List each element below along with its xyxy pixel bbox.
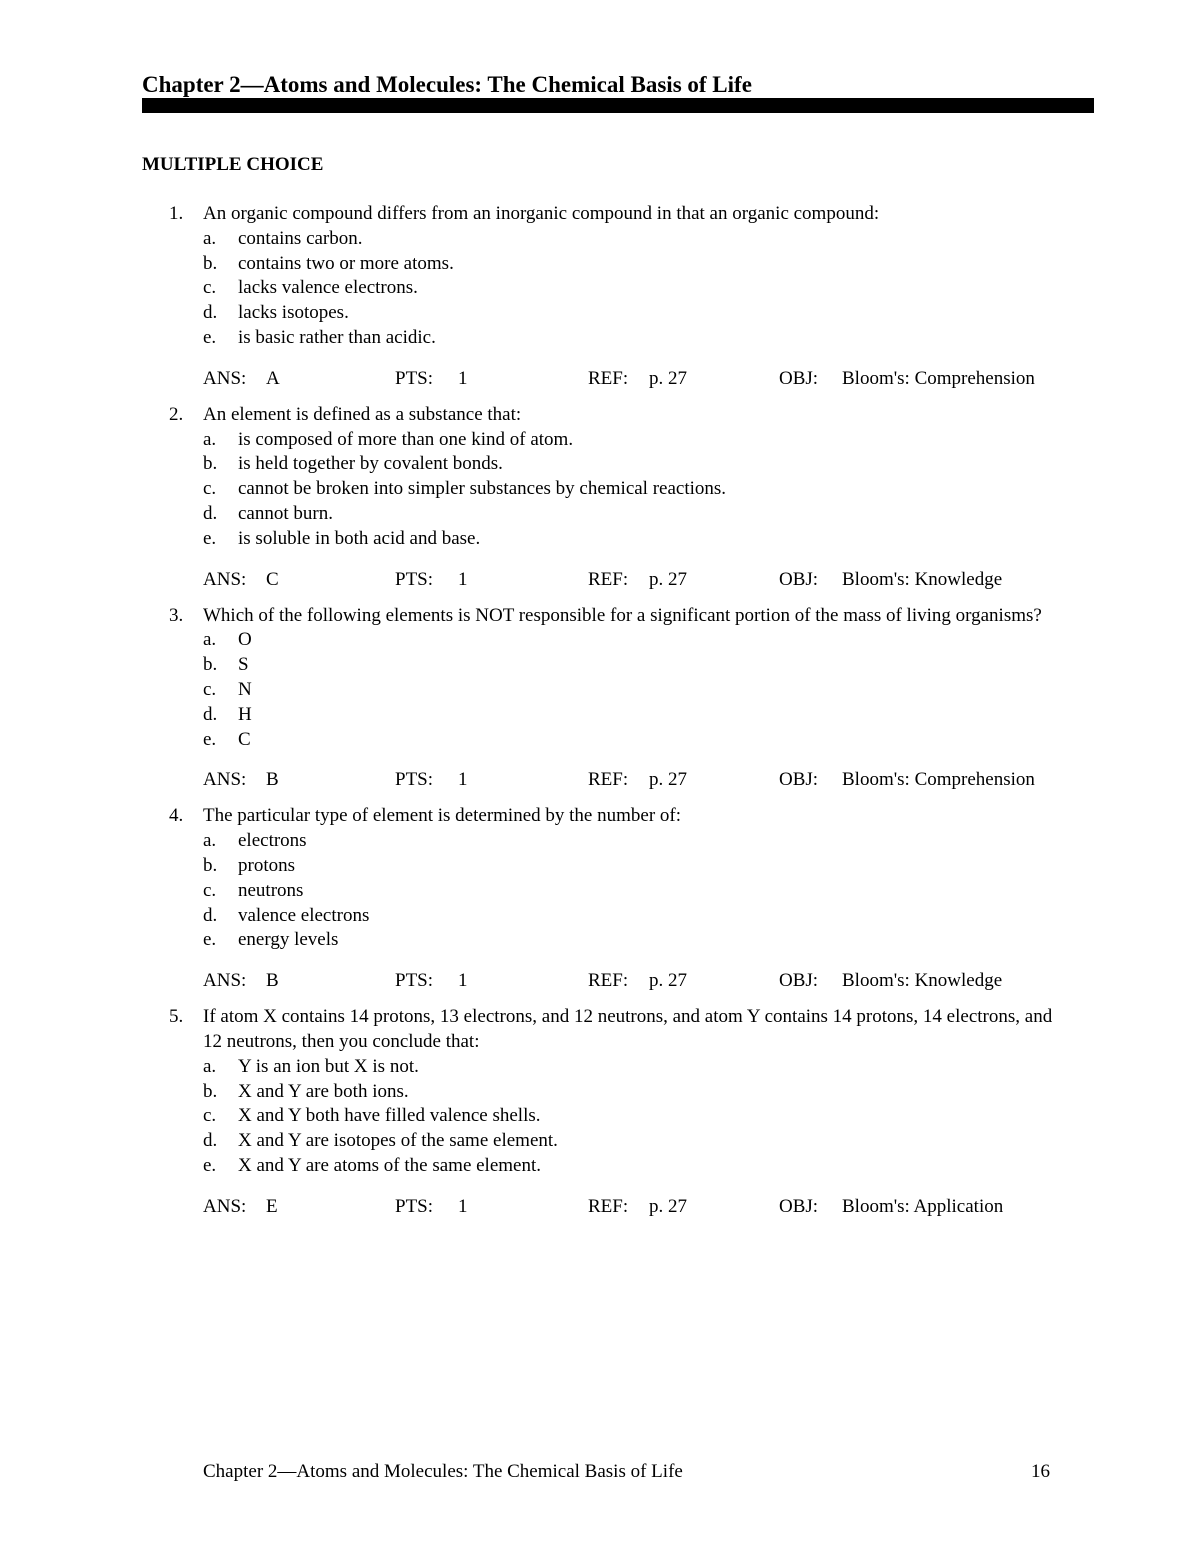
choice-c [203,678,1072,703]
choice-letter: b. [203,453,218,475]
choice-d [203,1129,1072,1154]
choice-a [203,227,1072,252]
choice-text: N [238,678,252,700]
choice-d [203,703,1072,728]
choice-b [203,452,1072,477]
choice-text: C [238,728,251,750]
pts-value: 1 [458,1195,468,1217]
choice-text: X and Y are atoms of the same element. [238,1154,542,1176]
choice-b [203,1080,1072,1105]
section-heading: MULTIPLE CHOICE [142,154,324,175]
ans-value: C [266,568,279,590]
obj-label: OBJ: [779,1195,819,1217]
ref-value: p. 27 [649,1195,687,1217]
choice-d [203,502,1072,527]
choice-letter: a. [203,227,217,249]
choice-a [203,628,1072,653]
answer-row [203,1195,1072,1220]
choice-text: X and Y are both ions. [238,1080,409,1102]
obj-label: OBJ: [779,970,819,992]
obj-value: Bloom's: Knowledge [842,970,1003,992]
footer-title: Chapter 2—Atoms and Molecules: The Chemical Basis of Life [203,1461,683,1482]
choice-a [203,428,1072,453]
question-number: 1. [169,203,184,224]
question-list [142,202,1072,1231]
choice-c [203,879,1072,904]
choice-letter: c. [203,478,217,500]
ans-label: ANS: [203,568,247,590]
choice-text: cannot be broken into simpler substances by chemical reactions. [238,478,727,500]
question-number: 3. [169,604,184,626]
choice-text: X and Y both have filled valence shells. [238,1105,541,1127]
choice-letter: b. [203,1080,218,1102]
choice-letter: e. [203,527,217,549]
choice-letter: c. [203,678,217,700]
ans-value: B [266,970,279,992]
choice-letter: a. [203,428,217,450]
choice-a [203,829,1072,854]
choice-letter: b. [203,854,218,876]
obj-label: OBJ: [779,568,819,590]
choice-letter: d. [203,302,218,324]
choice-letter: d. [203,1130,218,1152]
ref-label: REF: [588,769,629,791]
obj-label: OBJ: [779,367,819,389]
choice-c [203,276,1072,301]
choice-c [203,1104,1072,1129]
choice-text: energy levels [238,929,339,951]
pts-label: PTS: [395,367,434,389]
question-stem: An element is defined as a substance that: [203,403,522,425]
choice-letter: a. [203,830,217,852]
page-number: 16 [1031,1461,1050,1482]
answer-row [203,367,1072,392]
choice-letter: e. [203,728,217,750]
choice-letter: c. [203,277,217,299]
pts-value: 1 [458,769,468,791]
question-stem: Which of the following elements is NOT responsible for a significant portion of the mass of living organisms? [203,604,1042,626]
choice-letter: a. [203,629,217,651]
pts-value: 1 [458,568,468,590]
choice-c [203,477,1072,502]
ans-label: ANS: [203,1195,247,1217]
question-4 [142,804,1072,994]
choice-text: lacks valence electrons. [238,277,418,299]
choice-e [203,928,1072,953]
choice-text: contains carbon. [238,227,363,249]
ans-label: ANS: [203,769,247,791]
obj-value: Bloom's: Comprehension [842,367,1035,389]
choice-d [203,904,1072,929]
ref-label: REF: [588,970,629,992]
choice-e [203,728,1072,753]
choice-letter: c. [203,879,217,901]
choice-text: H [238,703,252,725]
choice-e [203,1154,1072,1179]
choice-letter: e. [203,1154,217,1176]
choice-b [203,653,1072,678]
ref-label: REF: [588,1195,629,1217]
obj-value: Bloom's: Comprehension [842,769,1035,791]
ref-value: p. 27 [649,568,687,590]
ans-value: E [266,1195,278,1217]
pts-value: 1 [458,970,468,992]
answer-row [203,568,1072,593]
question-number: 2. [169,403,184,425]
obj-label: OBJ: [779,769,819,791]
ref-label: REF: [588,568,629,590]
ref-label: REF: [588,367,629,389]
choice-text: is composed of more than one kind of atom. [238,428,574,450]
question-1 [142,202,1072,392]
answer-row [203,768,1072,793]
choice-text: lacks isotopes. [238,302,349,324]
choice-text: valence electrons [238,904,370,926]
choice-letter: c. [203,1105,217,1127]
choice-b [203,252,1072,277]
title-rule [142,98,1094,113]
choice-letter: a. [203,1055,217,1077]
ans-value: B [266,769,279,791]
obj-value: Bloom's: Knowledge [842,568,1003,590]
pts-label: PTS: [395,970,434,992]
pts-value: 1 [458,367,468,389]
question-2 [142,403,1072,593]
choice-text: neutrons [238,879,304,901]
ans-label: ANS: [203,970,247,992]
pts-label: PTS: [395,769,434,791]
choice-text: contains two or more atoms. [238,252,454,274]
question-3 [142,604,1072,794]
pts-label: PTS: [395,1195,434,1217]
choice-d [203,301,1072,326]
choice-letter: d. [203,904,218,926]
choice-letter: e. [203,929,217,951]
choice-text: X and Y are isotopes of the same element. [238,1130,558,1152]
ans-label: ANS: [203,367,247,389]
ans-value: A [266,367,280,389]
choice-text: Y is an ion but X is not. [238,1055,419,1077]
choice-e [203,326,1072,351]
question-stem: The particular type of element is determined by the number of: [203,805,681,827]
choice-e [203,527,1072,552]
choice-text: electrons [238,830,307,852]
choice-text: S [238,654,249,676]
choice-text: protons [238,854,295,876]
choice-text: is held together by covalent bonds. [238,453,503,475]
choice-letter: b. [203,654,218,676]
choice-letter: d. [203,703,218,725]
choice-b [203,854,1072,879]
page-title: Chapter 2—Atoms and Molecules: The Chemical Basis of Life [142,72,752,97]
choice-text: is soluble in both acid and base. [238,527,481,549]
question-stem: An organic compound differs from an inorganic compound in that an organic compound: [203,203,880,224]
question-stem: If atom X contains 14 protons, 13 electrons, and 12 neutrons, and atom Y contains 14 protons, 14 electrons, and 12 neutrons, then you conclude that: [203,1006,1053,1052]
obj-value: Bloom's: Application [842,1195,1004,1217]
ref-value: p. 27 [649,769,687,791]
choice-text: cannot burn. [238,502,333,524]
ref-value: p. 27 [649,367,687,389]
pts-label: PTS: [395,568,434,590]
choice-text: O [238,629,252,651]
choice-letter: b. [203,252,218,274]
question-5 [142,1005,1072,1220]
choice-text: is basic rather than acidic. [238,326,436,348]
choice-a [203,1055,1072,1080]
ref-value: p. 27 [649,970,687,992]
answer-row [203,969,1072,994]
choice-letter: d. [203,502,218,524]
question-number: 5. [169,1006,184,1028]
choice-letter: e. [203,326,217,348]
question-number: 4. [169,805,184,827]
